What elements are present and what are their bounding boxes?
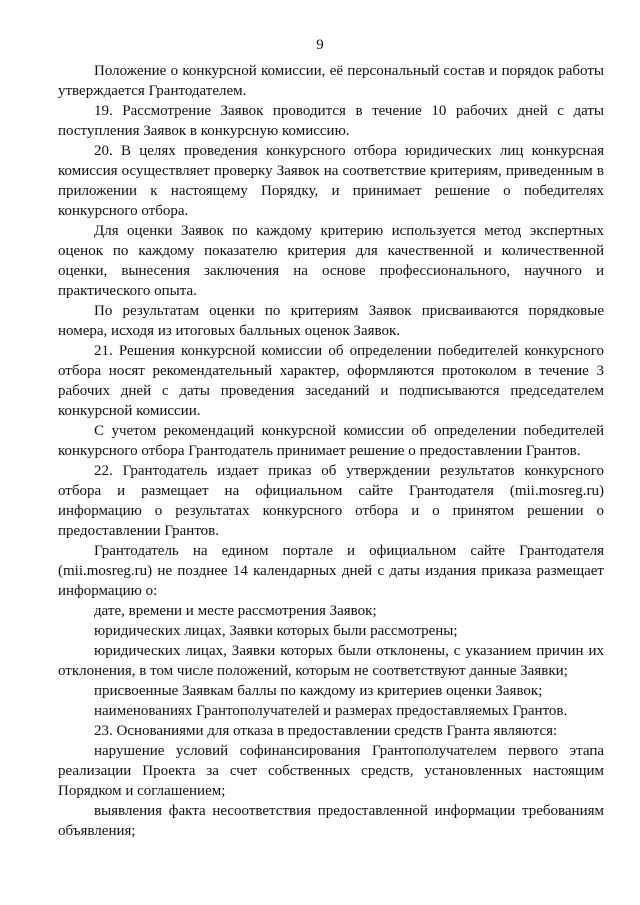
- list-item: дате, времени и месте рассмотрения Заявок;: [94, 603, 377, 619]
- list-item: выявления факта несоответствия предоставленной информации требованиям объявления;: [58, 803, 604, 839]
- list-item: наименованиях Грантополучателей и размерах предоставляемых Грантов.: [94, 703, 568, 719]
- document-body: [58, 61, 604, 841]
- paragraph: 20. В целях проведения конкурсного отбора юридических лиц конкурсная комиссия осуществляет проверку Заявок на соответствие критериям, приведенным в приложении к настоящему Порядку, и принимает решение о победителях конкурсного отбора.: [58, 143, 604, 219]
- paragraph: По результатам оценки по критериям Заявок присваиваются порядковые номера, исходя из итоговых балльных оценок Заявок.: [58, 303, 604, 339]
- list-item: нарушение условий софинансирования Грантополучателем первого этапа реализации Проекта за счет собственных средств, установленных настоящим Порядком и соглашением;: [58, 743, 604, 799]
- paragraph: Для оценки Заявок по каждому критерию используется метод экспертных оценок по каждому показателю критерия для качественной и количественной оценки, вынесения заключения на основе профессионального, научного и практического опыта.: [58, 223, 604, 299]
- paragraph: 21. Решения конкурсной комиссии об определении победителей конкурсного отбора носят рекомендательный характер, оформляются протоколом в течение 3 рабочих дней с даты проведения заседаний и подписываются председателем конкурсной комиссии.: [58, 343, 604, 419]
- paragraph: 23. Основаниями для отказа в предоставлении средств Гранта являются:: [94, 723, 558, 739]
- list-item: юридических лицах, Заявки которых были отклонены, с указанием причин их отклонения, в том числе положений, которым не соответствуют данные Заявки;: [58, 643, 604, 679]
- paragraph: 22. Грантодатель издает приказ об утверждении результатов конкурсного отбора и размещает на официальном сайте Грантодателя (mii.mosreg.ru) информацию о результатах конкурсного отбора и о принятом решении о предоставлении Грантов.: [58, 463, 604, 539]
- page-number: 9: [316, 37, 324, 53]
- paragraph: Грантодатель на едином портале и официальном сайте Грантодателя (mii.mosreg.ru) не позднее 14 календарных дней с даты издания приказа размещает информацию о:: [58, 543, 604, 599]
- paragraph: 19. Рассмотрение Заявок проводится в течение 10 рабочих дней с даты поступления Заявок в конкурсную комиссию.: [58, 103, 604, 139]
- list-item: присвоенные Заявкам баллы по каждому из критериев оценки Заявок;: [94, 683, 543, 699]
- list-item: юридических лицах, Заявки которых были рассмотрены;: [94, 623, 458, 639]
- paragraph: Положение о конкурсной комиссии, её персональный состав и порядок работы утверждается Грантодателем.: [58, 63, 604, 99]
- paragraph: С учетом рекомендаций конкурсной комиссии об определении победителей конкурсного отбора Грантодатель принимает решение о предоставлении Грантов.: [58, 423, 604, 459]
